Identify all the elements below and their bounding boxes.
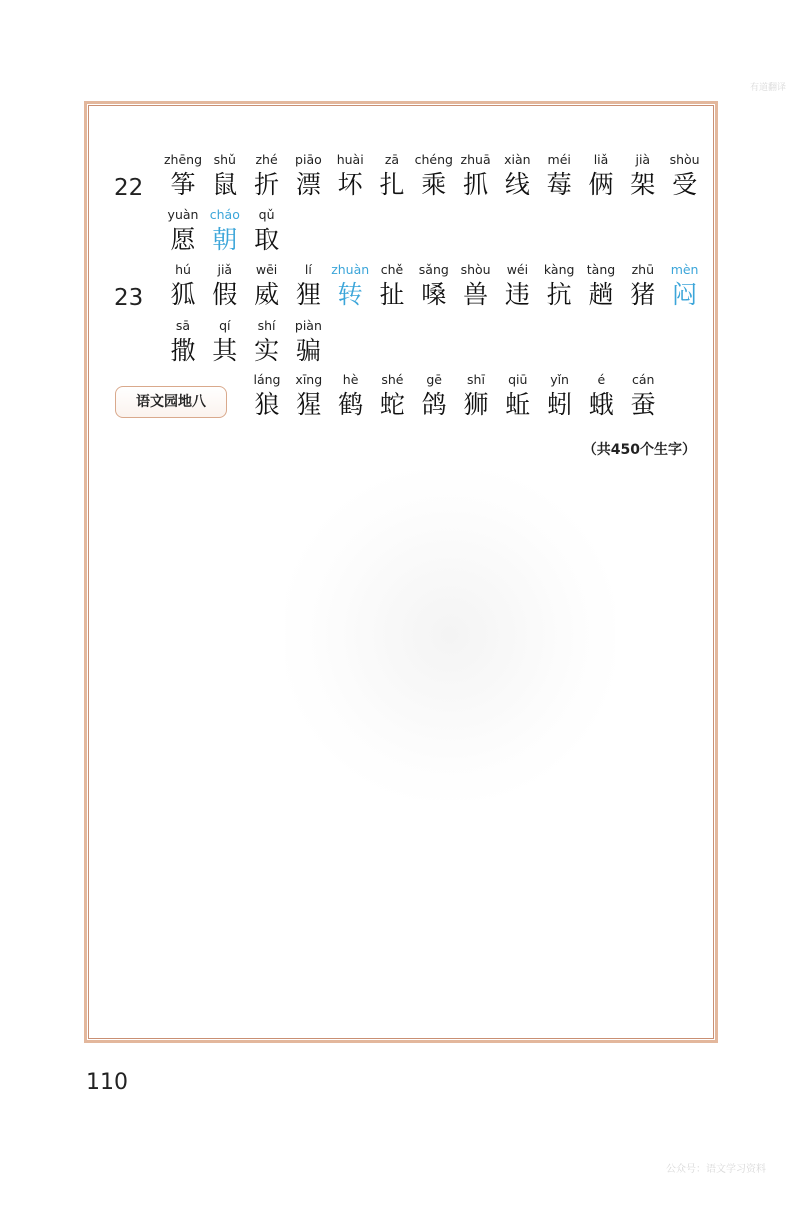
- pinyin-label: cháo: [209, 207, 240, 222]
- hanzi-character: 坏: [337, 170, 363, 199]
- hanzi-character: 转: [337, 280, 363, 309]
- pinyin-label: jià: [635, 152, 651, 167]
- hanzi-character: 狼: [254, 390, 280, 419]
- hanzi-character: 俩: [588, 170, 614, 199]
- character-cell: [287, 318, 329, 378]
- hanzi-character: 抓: [463, 170, 489, 199]
- scan-smudge: [285, 470, 615, 800]
- hanzi-character: 蚯: [505, 390, 531, 419]
- hanzi-character: 线: [504, 170, 530, 199]
- hanzi-character: 蚕: [630, 390, 656, 419]
- watermark-bottom: 公众号：语文学习资料: [666, 1164, 766, 1175]
- pinyin-label: shí: [257, 318, 276, 333]
- hanzi-character: 威: [254, 280, 280, 309]
- pinyin-label: zhēng: [163, 152, 203, 167]
- pinyin-label: liǎ: [593, 152, 609, 167]
- pinyin-label: méi: [547, 152, 571, 167]
- character-row: [0, 262, 800, 322]
- pinyin-label: qiū: [508, 372, 528, 387]
- hanzi-character: 莓: [546, 170, 572, 199]
- pinyin-label: shòu: [669, 152, 700, 167]
- hanzi-character: 假: [212, 280, 238, 309]
- hanzi-character: 取: [254, 225, 280, 254]
- hanzi-character: 漂: [295, 170, 321, 199]
- pinyin-label: jiǎ: [217, 262, 233, 277]
- pinyin-label: hè: [342, 372, 359, 387]
- pinyin-label: lí: [304, 262, 312, 277]
- pinyin-label: chéng: [414, 152, 453, 167]
- character-row: [0, 152, 800, 212]
- pinyin-label: hú: [175, 262, 191, 277]
- hanzi-character: 蛾: [588, 390, 614, 419]
- hanzi-character: 趟: [588, 280, 614, 309]
- pinyin-label: zhuā: [460, 152, 491, 167]
- hanzi-character: 朝: [212, 225, 238, 254]
- pinyin-label: sǎng: [418, 262, 449, 277]
- hanzi-character: 鹤: [338, 390, 364, 419]
- hanzi-character: 乘: [421, 170, 447, 199]
- pinyin-label: qí: [219, 318, 231, 333]
- pinyin-label: shòu: [460, 262, 491, 277]
- hanzi-character: 撒: [170, 336, 196, 365]
- pinyin-label: zā: [384, 152, 400, 167]
- hanzi-character: 狮: [463, 390, 489, 419]
- page-number: 110: [86, 1070, 128, 1095]
- pinyin-label: mèn: [670, 262, 699, 277]
- pinyin-label: kàng: [543, 262, 575, 277]
- hanzi-character: 闷: [672, 280, 698, 309]
- pinyin-label: cán: [631, 372, 655, 387]
- hanzi-character: 鼠: [212, 170, 238, 199]
- hanzi-character: 折: [254, 170, 280, 199]
- pinyin-label: zhū: [631, 262, 654, 277]
- hanzi-character: 兽: [463, 280, 489, 309]
- pinyin-label: qǔ: [258, 207, 275, 222]
- character-cell: [622, 372, 664, 432]
- watermark-top: 有道翻译: [749, 83, 786, 93]
- pinyin-label: shé: [381, 372, 404, 387]
- pinyin-label: wēi: [255, 262, 278, 277]
- pinyin-label: piāo: [295, 152, 322, 167]
- pinyin-label: tàng: [586, 262, 616, 277]
- lesson-number: 23: [114, 285, 144, 311]
- hanzi-character: 蚓: [547, 390, 573, 419]
- total-character-count: （共450个生字）: [582, 442, 696, 458]
- hanzi-character: 嗓: [421, 280, 447, 309]
- hanzi-character: 扯: [379, 280, 405, 309]
- hanzi-character: 猪: [630, 280, 656, 309]
- hanzi-character: 骗: [295, 336, 321, 365]
- pinyin-label: shī: [467, 372, 485, 387]
- pinyin-label: láng: [253, 372, 281, 387]
- hanzi-character: 猩: [296, 390, 322, 419]
- section-badge: 语文园地八: [115, 386, 227, 418]
- character-cell: [246, 207, 288, 267]
- pinyin-label: xīng: [295, 372, 323, 387]
- hanzi-character: 受: [672, 170, 698, 199]
- pinyin-label: sā: [175, 318, 191, 333]
- pinyin-label: wéi: [506, 262, 529, 277]
- hanzi-character: 筝: [170, 170, 196, 199]
- pinyin-label: chě: [380, 262, 404, 277]
- hanzi-character: 架: [630, 170, 656, 199]
- hanzi-character: 愿: [170, 225, 196, 254]
- hanzi-character: 狸: [295, 280, 321, 309]
- hanzi-character: 狐: [170, 280, 196, 309]
- character-cell: [664, 262, 706, 322]
- lesson-number: 22: [114, 175, 144, 201]
- hanzi-character: 扎: [379, 170, 405, 199]
- pinyin-label: huài: [336, 152, 364, 167]
- character-cell: [664, 152, 706, 212]
- hanzi-character: 蛇: [379, 390, 405, 419]
- pinyin-label: gē: [426, 372, 442, 387]
- pinyin-label: zhuàn: [331, 262, 370, 277]
- character-row: [0, 207, 800, 267]
- pinyin-label: yǐn: [550, 372, 569, 387]
- pinyin-label: xiàn: [504, 152, 531, 167]
- pinyin-label: é: [597, 372, 606, 387]
- hanzi-character: 违: [504, 280, 530, 309]
- character-row: [0, 318, 800, 378]
- hanzi-character: 抗: [546, 280, 572, 309]
- hanzi-character: 实: [254, 336, 280, 365]
- pinyin-label: shǔ: [213, 152, 236, 167]
- pinyin-label: piàn: [294, 318, 322, 333]
- pinyin-label: zhé: [255, 152, 278, 167]
- pinyin-label: yuàn: [167, 207, 199, 222]
- hanzi-character: 鸽: [421, 390, 447, 419]
- hanzi-character: 其: [212, 336, 238, 365]
